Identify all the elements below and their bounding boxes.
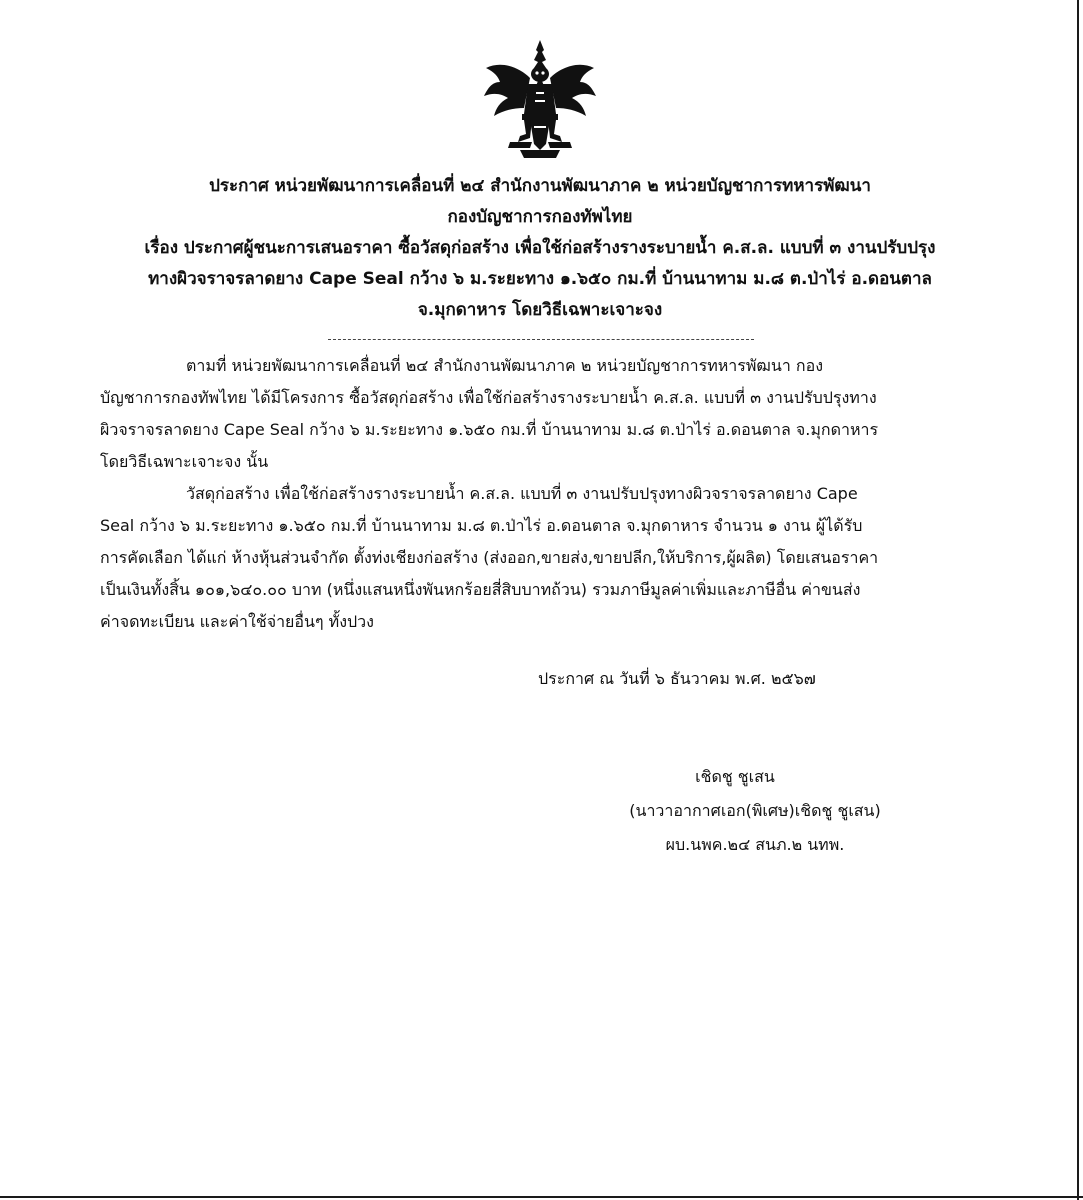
paragraph-2-line-1: วัสดุก่อสร้าง เพื่อใช้ก่อสร้างรางระบายน้ำ ค.ส.ล. แบบที่ ๓ งานปรับปรุงทางผิวจราจรลาดยาง Cape [186,484,858,503]
signed-name: เชิดชู ชูเสน [695,767,775,786]
signatory-full-name: (นาวาอากาศเอก(พิเศษ)เชิดชู ชูเสน) [629,801,881,820]
garuda-emblem-icon [480,38,600,160]
paragraph-1-line-4: โดยวิธีเฉพาะเจาะจง นั้น [100,452,269,471]
subject-line-3: จ.มุกดาหาร โดยวิธีเฉพาะเจาะจง [417,300,663,320]
heading-line-1: ประกาศ หน่วยพัฒนาการเคลื่อนที่ ๒๔ สำนักงานพัฒนาภาค ๒ หน่วยบัญชาการทหารพัฒนา [209,176,871,196]
separator-line [328,339,754,340]
scan-border-right [1077,0,1079,1200]
subject-line-2: ทางผิวจราจรลาดยาง Cape Seal กว้าง ๖ ม.ระยะทาง ๑.๖๕๐ กม.ที่ บ้านนาทาม ม.๘ ต.ป่าไร่ อ.ดอนตาล [148,269,932,289]
paragraph-1-line-2: บัญชาการกองทัพไทย ได้มีโครงการ ซื้อวัสดุก่อสร้าง เพื่อใช้ก่อสร้างรางระบายน้ำ ค.ส.ล. แบบที่ ๓ งานปรับปรุงทาง [100,388,877,407]
heading-line-2: กองบัญชาการกองทัพไทย [447,207,633,227]
paragraph-1-line-1: ตามที่ หน่วยพัฒนาการเคลื่อนที่ ๒๔ สำนักงานพัฒนาภาค ๒ หน่วยบัญชาการทหารพัฒนา กอง [186,356,823,375]
paragraph-2-line-5: ค่าจดทะเบียน และค่าใช้จ่ายอื่นๆ ทั้งปวง [100,612,374,631]
announce-date: ประกาศ ณ วันที่ ๖ ธันวาคม พ.ศ. ๒๕๖๗ [538,669,816,688]
scan-border-bottom [0,1196,1083,1198]
paragraph-2-line-4: เป็นเงินทั้งสิ้น ๑๐๑,๖๔๐.๐๐ บาท (หนึ่งแสนหนึ่งพันหกร้อยสี่สิบบาทถ้วน) รวมภาษีมูลค่าเพิ่มและภาษีอื่น ค่าขนส่ง [100,580,861,599]
subject-line-1: เรื่อง ประกาศผู้ชนะการเสนอราคา ซื้อวัสดุก่อสร้าง เพื่อใช้ก่อสร้างรางระบายน้ำ ค.ส.ล. แบบที่ ๓ งานปรับปรุง [144,238,936,258]
signatory-position: ผบ.นพค.๒๔ สนภ.๒ นทพ. [665,835,845,854]
paragraph-1-line-3: ผิวจราจรลาดยาง Cape Seal กว้าง ๖ ม.ระยะทาง ๑.๖๕๐ กม.ที่ บ้านนาทาม ม.๘ ต.ป่าไร่ อ.ดอนตาล จ.มุกดาหาร [100,420,879,439]
paragraph-2-line-2: Seal กว้าง ๖ ม.ระยะทาง ๑.๖๕๐ กม.ที่ บ้านนาทาม ม.๘ ต.ป่าไร่ อ.ดอนตาล จ.มุกดาหาร จำนวน ๑ งาน ผู้ได้รับ [100,516,863,535]
paragraph-2-line-3: การคัดเลือก ได้แก่ ห้างหุ้นส่วนจำกัด ตั้งท่งเชียงก่อสร้าง (ส่งออก,ขายส่ง,ขายปลีก,ให้บริการ,ผู้ผลิต) โดยเสนอราคา [100,548,879,567]
